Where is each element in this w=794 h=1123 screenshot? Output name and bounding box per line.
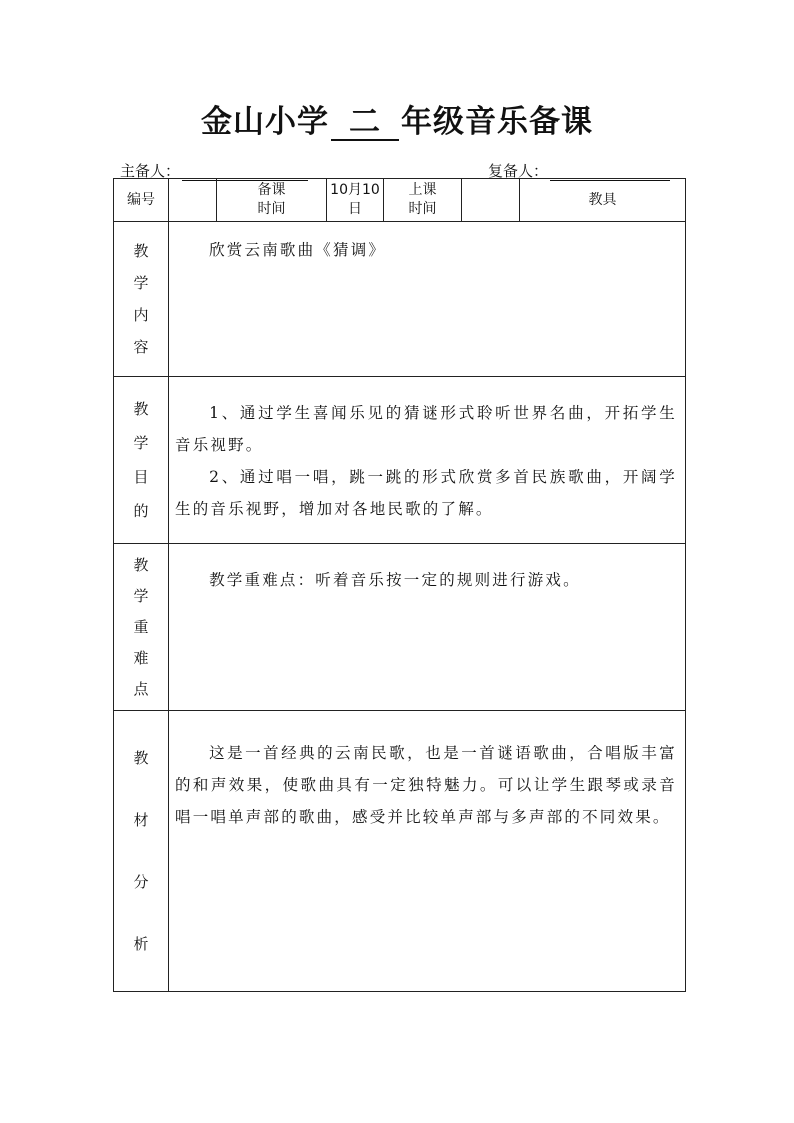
label-char: 的 bbox=[133, 502, 149, 520]
grade-field: 二 bbox=[331, 105, 399, 141]
tools-label: 教具 bbox=[520, 179, 686, 222]
label-char: 学 bbox=[133, 274, 149, 292]
prep-time-label-line1: 备课 bbox=[257, 182, 286, 198]
goals-row bbox=[114, 377, 686, 544]
page-title bbox=[0, 96, 794, 141]
number-value bbox=[169, 179, 217, 222]
content-cell bbox=[169, 222, 686, 377]
class-time-label-line2: 时间 bbox=[408, 201, 437, 217]
label-char: 材 bbox=[133, 811, 149, 829]
label-char: 学 bbox=[133, 434, 149, 452]
analysis-row bbox=[114, 711, 686, 992]
content-row bbox=[114, 222, 686, 377]
title-prefix: 金山小学 bbox=[201, 104, 329, 140]
label-char: 内 bbox=[133, 306, 149, 324]
label-char: 析 bbox=[133, 935, 149, 953]
label-char: 容 bbox=[133, 338, 149, 356]
label-char: 重 bbox=[133, 617, 149, 636]
label-char: 教 bbox=[133, 400, 149, 418]
class-time-label bbox=[384, 179, 462, 222]
goals-cell bbox=[169, 377, 686, 544]
content-row-label bbox=[114, 222, 169, 377]
goals-row-label bbox=[114, 377, 169, 544]
keypoints-text: 教学重难点：听着音乐按一定的规则进行游戏。 bbox=[209, 571, 581, 589]
header-row bbox=[114, 179, 686, 222]
analysis-row-label bbox=[114, 711, 169, 992]
reviewer-label: 复备人： bbox=[488, 162, 549, 180]
analysis-cell bbox=[169, 711, 686, 992]
label-char: 教 bbox=[133, 749, 149, 767]
label-char: 教 bbox=[133, 555, 149, 574]
keypoints-row-label bbox=[114, 544, 169, 711]
prep-time-label-line2: 时间 bbox=[257, 201, 286, 217]
prep-time-value: 10月10日 bbox=[327, 179, 384, 222]
goal-item-2: 2、通过唱一唱，跳一跳的形式欣赏多首民族歌曲，开阔学生的音乐视野，增加对各地民歌的了解。 bbox=[175, 468, 677, 518]
label-char: 目 bbox=[133, 468, 149, 486]
goal-item-1: 1、通过学生喜闻乐见的猜谜形式聆听世界名曲，开拓学生音乐视野。 bbox=[175, 404, 677, 454]
class-time-value bbox=[462, 179, 520, 222]
class-time-label-line1: 上课 bbox=[408, 182, 437, 198]
title-suffix: 年级音乐备课 bbox=[401, 104, 593, 140]
label-char: 分 bbox=[133, 873, 149, 891]
label-char: 难 bbox=[133, 648, 149, 667]
lesson-plan-table bbox=[113, 178, 686, 992]
content-text: 欣赏云南歌曲《猜调》 bbox=[209, 241, 387, 259]
lead-preparer-label: 主备人： bbox=[120, 162, 181, 180]
prep-time-label bbox=[217, 179, 327, 222]
analysis-text: 这是一首经典的云南民歌，也是一首谜语歌曲，合唱版丰富的和声效果，使歌曲具有一定独特魅力。可以让学生跟琴或录音唱一唱单声部的歌曲，感受并比较单声部与多声部的不同效果。 bbox=[175, 744, 677, 826]
label-char: 点 bbox=[133, 679, 149, 698]
keypoints-row bbox=[114, 544, 686, 711]
number-label: 编号 bbox=[114, 179, 169, 222]
label-char: 教 bbox=[133, 242, 149, 260]
label-char: 学 bbox=[133, 586, 149, 605]
keypoints-cell bbox=[169, 544, 686, 711]
